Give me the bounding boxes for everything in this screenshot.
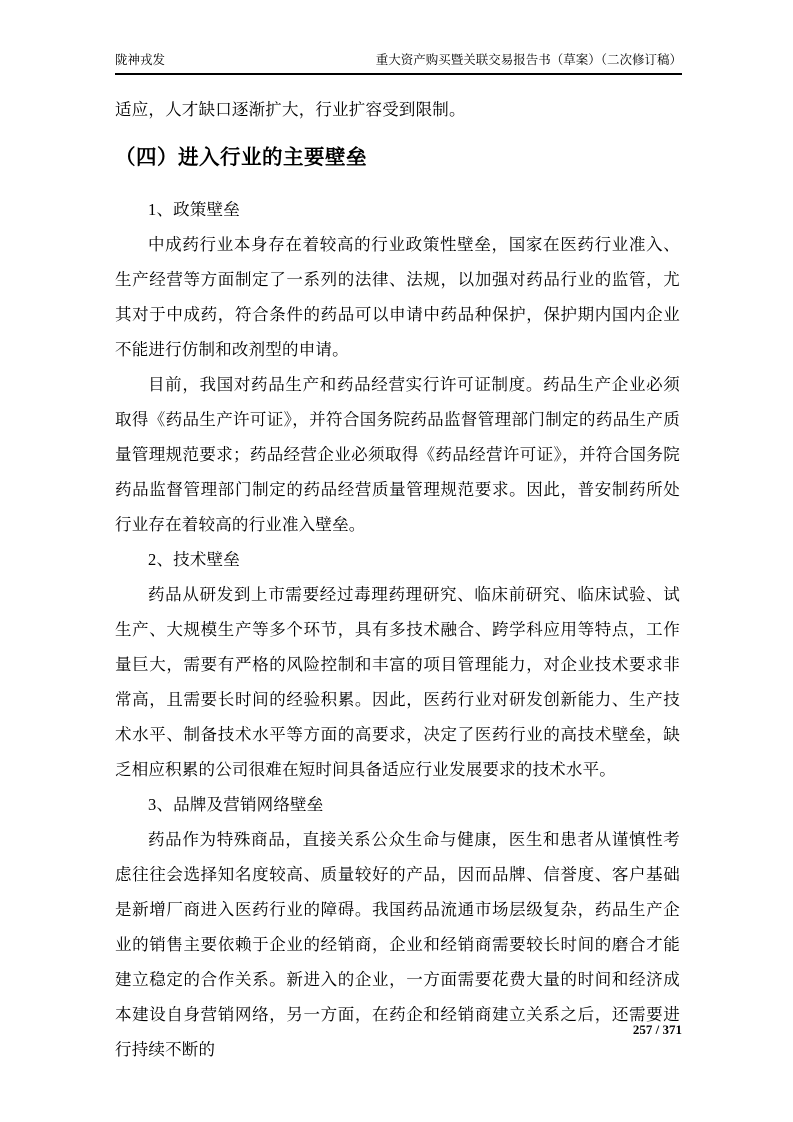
subsection-heading-technology: 2、技术壁垒 <box>148 550 240 569</box>
header-report-title: 重大资产购买暨关联交易报告书（草案）（二次修订稿） <box>375 53 682 67</box>
paragraph-policy-1: 中成药行业本身存在着较高的行业政策性壁垒，国家在医药行业准入、生产经营等方面制定了一系列的法律、法规，以加强对药品行业的监管，尤其对于中成药，符合条件的药品可以申请中药品种保护，保护期内国内企业不能进行仿制和改剂型的申请。 <box>115 235 680 359</box>
paragraph-brand-network-1: 药品作为特殊商品，直接关系公众生命与健康，医生和患者从谨慎性考虑往往会选择知名度较高、质量较好的产品，因而品牌、信誉度、客户基础是新增厂商进入医药行业的障碍。我国药品流通市场层级复杂，药品生产企业的销售主要依赖于企业的经销商，企业和经销商需要较长时间的磨合才能建立稳定的合作关系。新进入的企业，一方面需要花费大量的时间和经济成本建设自身营销网络，另一方面，在药企和经销商建立关系之后，还需要进行持续不断的 <box>115 830 680 1059</box>
paragraph-policy-2: 目前，我国对药品生产和药品经营实行许可证制度。药品生产企业必须取得《药品生产许可证》，并符合国务院药品监督管理部门制定的药品生产质量管理规范要求；药品经营企业必须取得《药品经营许可证》，并符合国务院药品监督管理部门制定的药品经营质量管理规范要求。因此，普安制药所处行业存在着较高的行业准入壁垒。 <box>115 375 680 534</box>
header-company-name: 陇神戎发 <box>115 53 166 67</box>
document-body <box>115 92 680 1067</box>
subsection-heading-brand-network: 3、品牌及营销网络壁垒 <box>148 795 324 814</box>
paragraph-technology-1: 药品从研发到上市需要经过毒理药理研究、临床前研究、临床试验、试生产、大规模生产等多个环节，具有多技术融合、跨学科应用等特点，工作量巨大，需要有严格的风险控制和丰富的项目管理能力，对企业技术要求非常高，且需要长时间的经验积累。因此，医药行业对研发创新能力、生产技术水平、制备技术水平等方面的高要求，决定了医药行业的高技术壁垒，缺乏相应积累的公司很难在短时间具备适应行业发展要求的技术水平。 <box>115 585 680 779</box>
page-number: 257 / 371 <box>632 1022 682 1037</box>
page-header <box>115 52 682 75</box>
continuation-paragraph: 适应，人才缺口逐渐扩大，行业扩容受到限制。 <box>115 100 466 119</box>
section-heading: （四）进入行业的主要壁垒 <box>115 146 367 169</box>
subsection-heading-policy: 1、政策壁垒 <box>148 200 240 219</box>
